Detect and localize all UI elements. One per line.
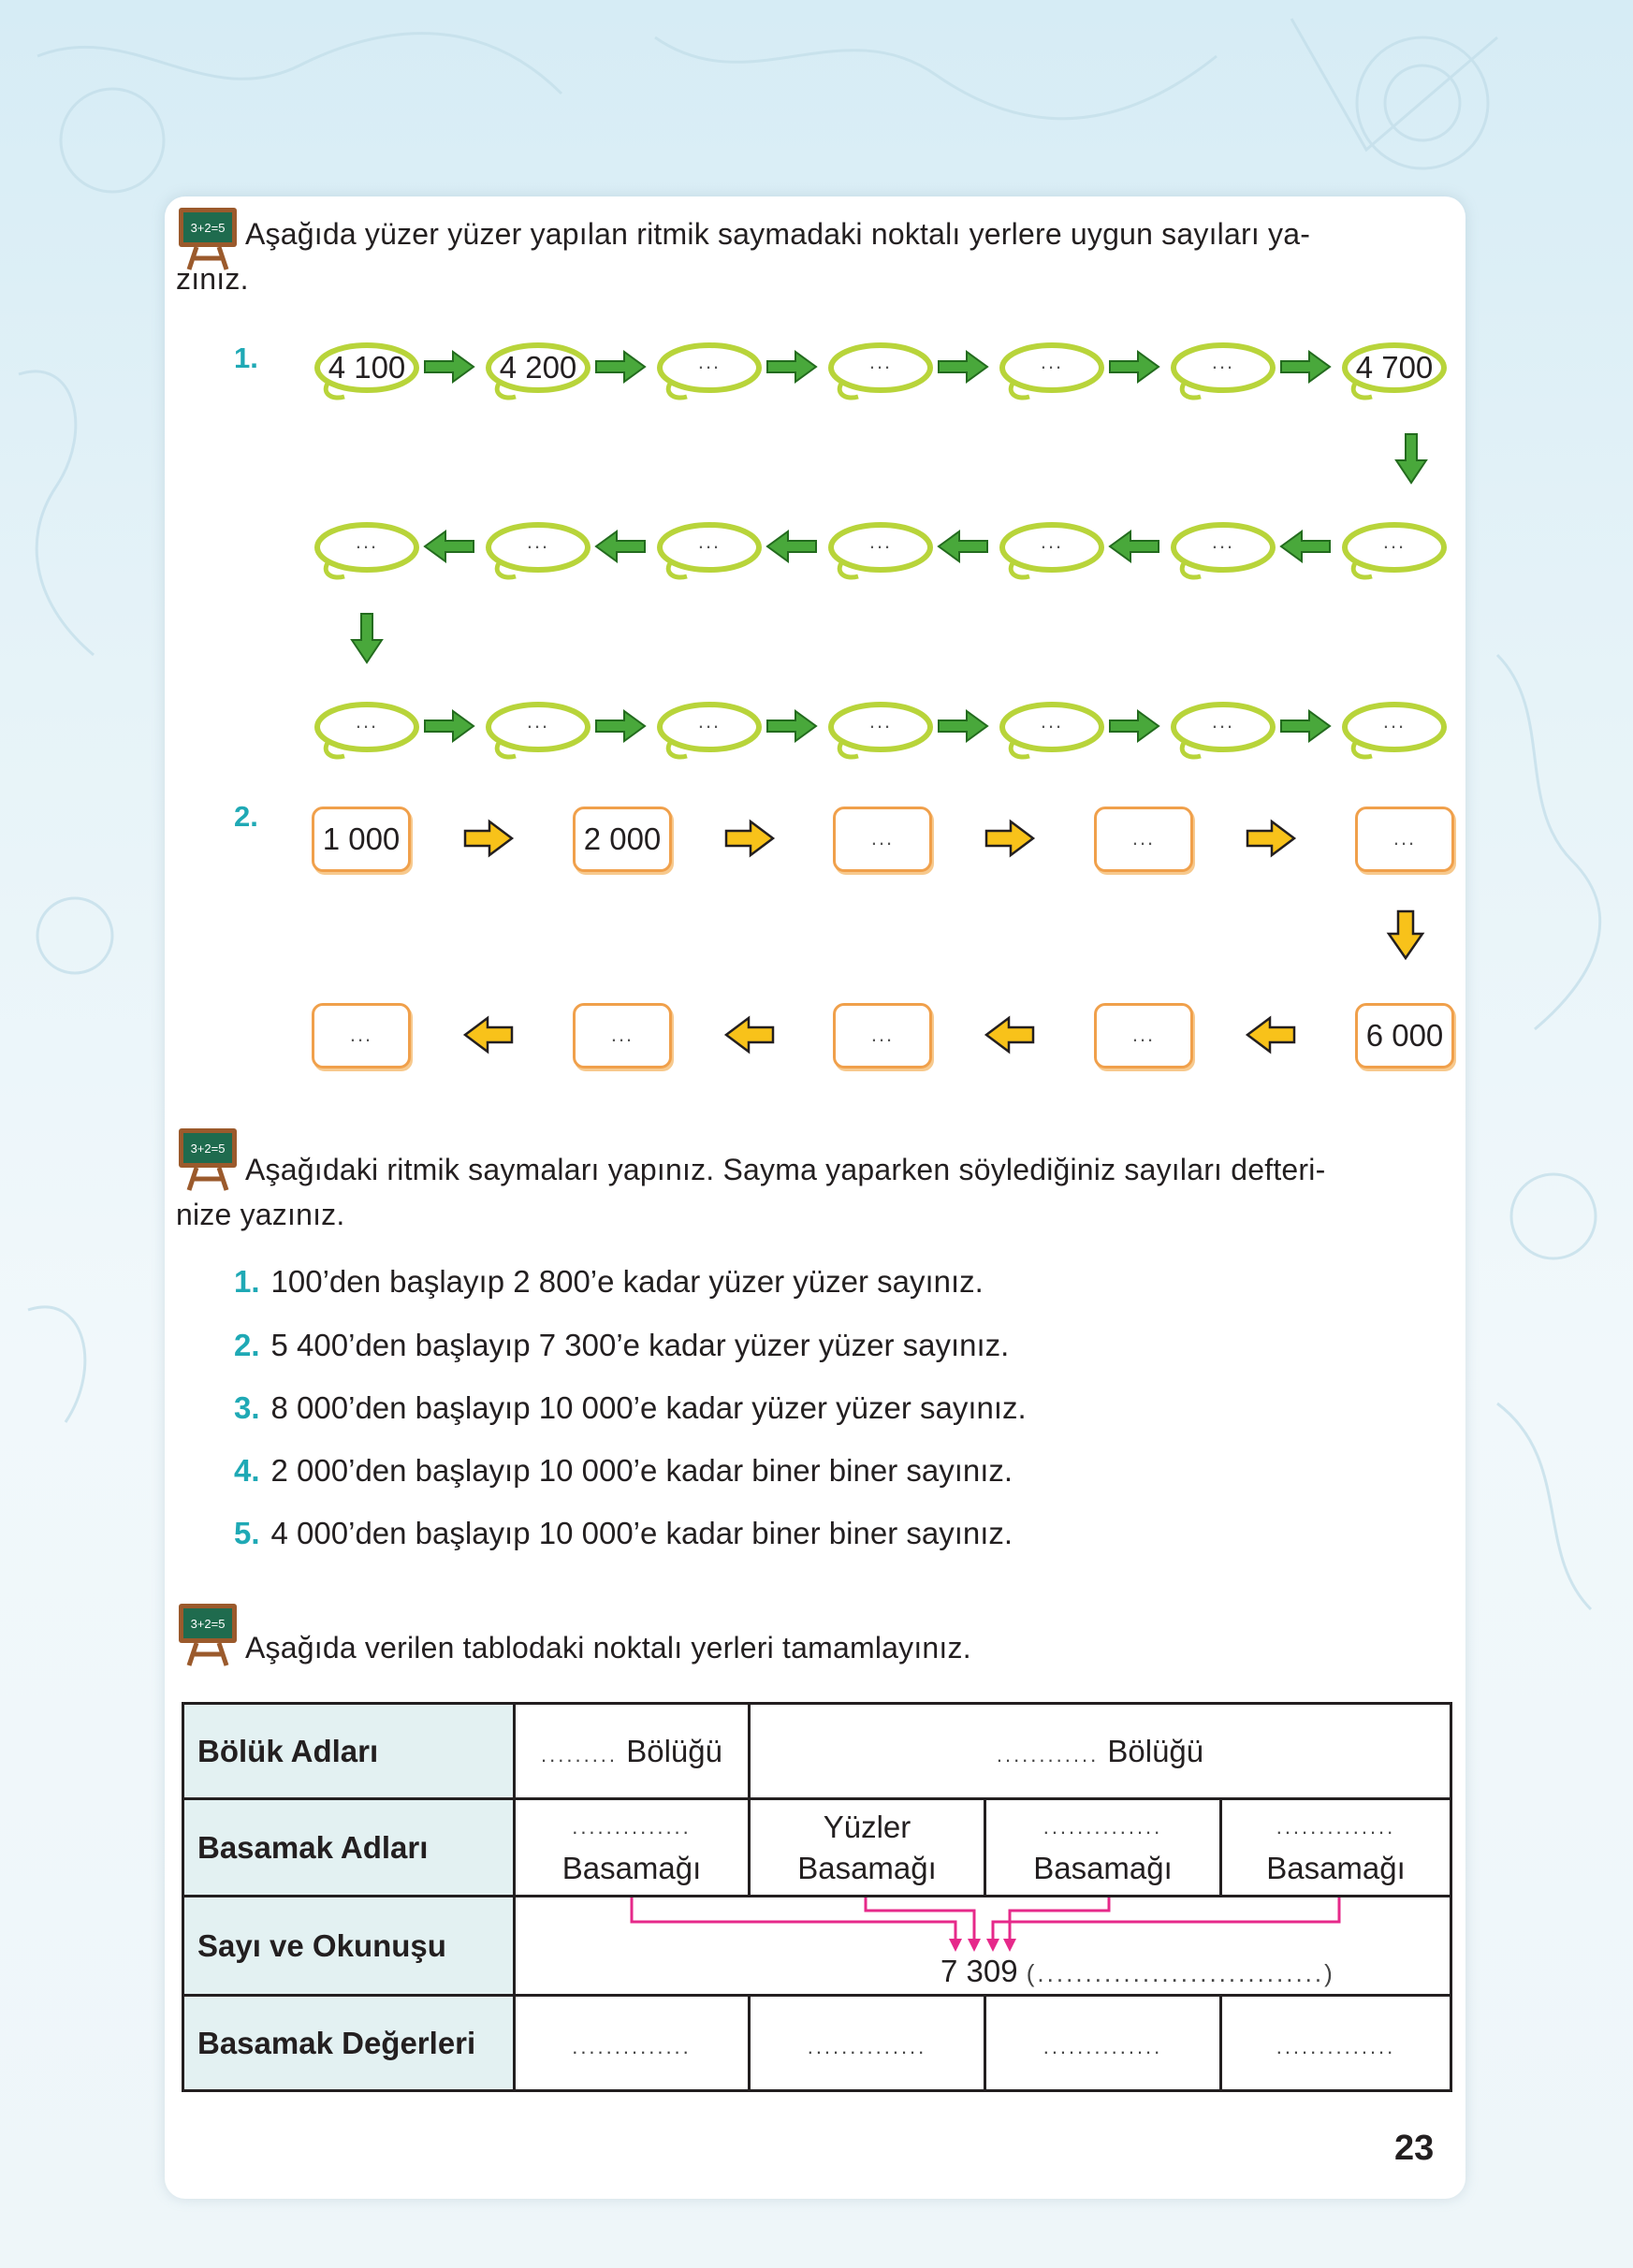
row-header-deger: Basamak Değerleri [183, 1996, 515, 2091]
oval-number-cell[interactable] [1169, 698, 1277, 758]
oval-number-cell[interactable] [313, 518, 421, 578]
oval-value: ... [868, 709, 893, 733]
oval-value: ... [868, 530, 893, 553]
oval-value: ... [1211, 709, 1235, 733]
oval-number-cell[interactable] [655, 698, 764, 758]
oval-number-cell[interactable] [826, 518, 935, 578]
oval-value: ... [1040, 530, 1064, 553]
chalkboard-icon [176, 1125, 241, 1192]
oval-value: ... [355, 530, 379, 553]
exercise-1-label: 1. [234, 342, 258, 374]
box-value: ... [349, 1023, 373, 1046]
arrow-right-icon [421, 707, 477, 745]
arrow-left-icon [1106, 528, 1162, 565]
box-value: ... [610, 1023, 634, 1046]
arrow-right-icon [1244, 818, 1298, 859]
oval-number-cell[interactable] [484, 698, 592, 758]
arrow-right-icon [1277, 707, 1334, 745]
arrow-down-icon [1385, 908, 1426, 967]
oval-number-cell [484, 339, 592, 399]
oval-number-cell[interactable] [998, 698, 1106, 758]
oval-number-cell[interactable] [313, 698, 421, 758]
oval-value: ... [526, 709, 550, 733]
arrow-left-icon [983, 1014, 1037, 1055]
arrow-left-icon [1277, 528, 1334, 565]
basamak-cell[interactable]: .............. Basamağı [1221, 1799, 1451, 1897]
basamak-cell-yuzler: Yüzler Basamağı [750, 1799, 985, 1897]
oval-number-cell[interactable] [655, 339, 764, 399]
basamak-cell[interactable]: .............. Basamağı [515, 1799, 750, 1897]
oval-value: ... [1040, 709, 1064, 733]
chalkboard-icon [176, 1600, 241, 1667]
deger-cell[interactable]: .............. [985, 1996, 1221, 2091]
box-number-cell[interactable] [833, 807, 932, 872]
arrow-down-icon [348, 610, 386, 671]
basamak-cell[interactable]: .............. Basamağı [985, 1799, 1221, 1897]
arrow-right-icon [1106, 348, 1162, 385]
arrow-down-icon [1392, 430, 1430, 491]
box-number-cell [1355, 1003, 1454, 1069]
board-formula: 3+2=5 [190, 221, 226, 235]
box-number-cell[interactable] [312, 1003, 411, 1069]
oval-number-cell[interactable] [1340, 698, 1449, 758]
arrow-right-icon [935, 348, 991, 385]
arrow-right-icon [421, 348, 477, 385]
oval-value: ... [1211, 530, 1235, 553]
deger-cell[interactable]: .............. [1221, 1996, 1451, 2091]
box-number-cell [573, 807, 672, 872]
box-number-cell[interactable] [573, 1003, 672, 1069]
instruction-1: Aşağıda yüzer yüzer yapılan ritmik saymadaki noktalı yerlere uygun sayıları ya- [245, 217, 1311, 251]
box-number-cell[interactable] [1094, 807, 1193, 872]
box-number-cell [312, 807, 411, 872]
oval-number-cell[interactable] [655, 518, 764, 578]
list-item: 2. 5 400’den başlayıp 7 300’e kadar yüzer yüzer sayınız. [234, 1328, 1010, 1362]
oval-value: 4 100 [328, 350, 406, 385]
oval-value: ... [1382, 709, 1407, 733]
arrow-right-icon [592, 348, 649, 385]
sayi-okunusu-cell[interactable] [515, 1897, 1451, 1996]
place-value-table [182, 1702, 1452, 2092]
oval-value: 4 700 [1355, 350, 1434, 385]
oval-value: ... [1040, 350, 1064, 373]
oval-value: ... [868, 350, 893, 373]
box-value: ... [870, 1023, 895, 1046]
number-value: 7 309 [940, 1954, 1018, 1988]
row-header-basamak: Basamak Adları [183, 1799, 515, 1897]
box-value: ... [1131, 826, 1156, 850]
box-value: ... [1392, 826, 1417, 850]
arrow-right-icon [592, 707, 649, 745]
oval-number-cell [313, 339, 421, 399]
box-number-cell[interactable] [1355, 807, 1454, 872]
boluk-cell-binler[interactable]: ......... Bölüğü [515, 1704, 750, 1799]
oval-number-cell[interactable] [826, 698, 935, 758]
list-item: 3. 8 000’den başlayıp 10 000’e kadar yüzer yüzer sayınız. [234, 1390, 1027, 1425]
oval-value: ... [1382, 530, 1407, 553]
arrow-left-icon [1244, 1014, 1298, 1055]
instruction-1-cont: zınız. [176, 262, 249, 296]
list-item: 4. 2 000’den başlayıp 10 000’e kadar biner biner sayınız. [234, 1453, 1013, 1488]
oval-number-cell [1340, 339, 1449, 399]
list-item: 5. 4 000’den başlayıp 10 000’e kadar biner biner sayınız. [234, 1516, 1013, 1550]
oval-number-cell[interactable] [826, 339, 935, 399]
oval-value: ... [526, 530, 550, 553]
board-formula: 3+2=5 [190, 1617, 226, 1631]
oval-number-cell[interactable] [1169, 339, 1277, 399]
box-value: 1 000 [322, 821, 401, 856]
box-value: ... [870, 826, 895, 850]
arrow-left-icon [722, 1014, 777, 1055]
arrow-right-icon [1277, 348, 1334, 385]
instruction-2: Aşağıdaki ritmik saymaları yapınız. Sayma yaparken söylediğiniz sayıları defteri- [245, 1153, 1326, 1186]
oval-value: ... [697, 530, 722, 553]
arrow-right-icon [722, 818, 777, 859]
arrow-right-icon [983, 818, 1037, 859]
oval-value: 4 200 [499, 350, 577, 385]
arrow-left-icon [421, 528, 477, 565]
oval-value: ... [697, 350, 722, 373]
reading-blank[interactable]: (..............................) [1026, 1959, 1335, 1987]
oval-number-cell[interactable] [998, 518, 1106, 578]
oval-value: ... [355, 709, 379, 733]
oval-value: ... [1211, 350, 1235, 373]
row-header-sayi: Sayı ve Okunuşu [183, 1897, 515, 1996]
box-value: 6 000 [1365, 1018, 1444, 1053]
oval-value: ... [697, 709, 722, 733]
oval-number-cell[interactable] [1340, 518, 1449, 578]
oval-number-cell[interactable] [998, 339, 1106, 399]
arrow-left-icon [764, 528, 820, 565]
arrow-right-icon [1106, 707, 1162, 745]
arrow-right-icon [764, 348, 820, 385]
page-number: 23 [1394, 2129, 1435, 2168]
arrow-right-icon [764, 707, 820, 745]
box-number-cell[interactable] [1094, 1003, 1193, 1069]
arrow-left-icon [592, 528, 649, 565]
oval-number-cell[interactable] [1169, 518, 1277, 578]
deger-cell[interactable]: .............. [515, 1996, 750, 2091]
exercise-2-label: 2. [234, 800, 258, 833]
oval-number-cell[interactable] [484, 518, 592, 578]
box-value: 2 000 [583, 821, 662, 856]
deger-cell[interactable]: .............. [750, 1996, 985, 2091]
box-number-cell[interactable] [833, 1003, 932, 1069]
boluk-cell-birler[interactable]: ............ Bölüğü [750, 1704, 1451, 1799]
arrow-left-icon [461, 1014, 516, 1055]
arrow-right-icon [461, 818, 516, 859]
board-formula: 3+2=5 [190, 1141, 226, 1156]
list-item: 1. 100’den başlayıp 2 800’e kadar yüzer yüzer sayınız. [234, 1264, 984, 1299]
instruction-3: Aşağıda verilen tablodaki noktalı yerleri tamamlayınız. [245, 1631, 971, 1665]
instruction-2-cont: nize yazınız. [176, 1198, 345, 1231]
row-header-boluk: Bölük Adları [183, 1704, 515, 1799]
arrow-right-icon [935, 707, 991, 745]
box-value: ... [1131, 1023, 1156, 1046]
arrow-left-icon [935, 528, 991, 565]
